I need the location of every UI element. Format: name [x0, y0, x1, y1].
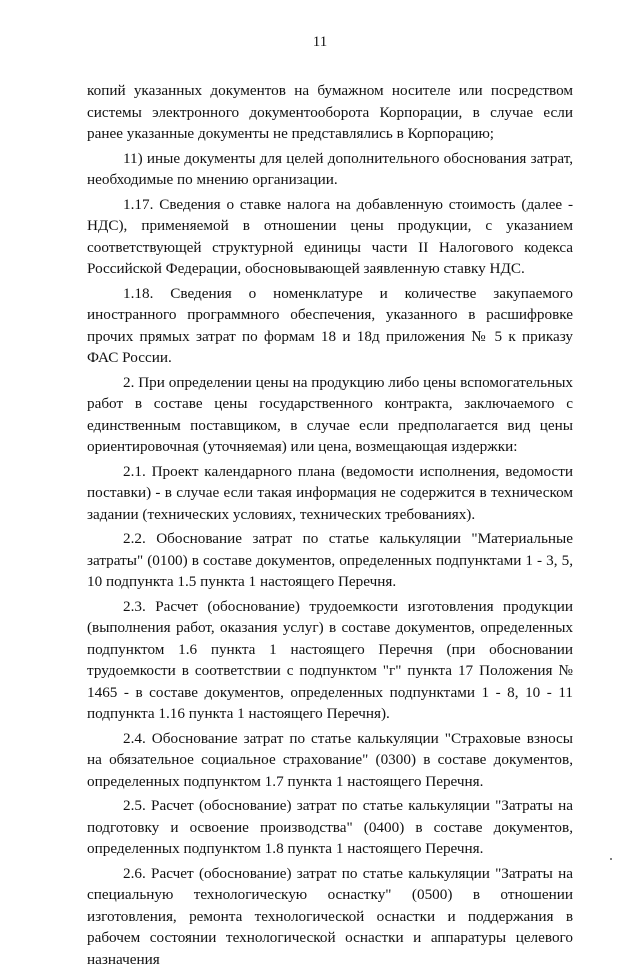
page-number: 11 — [312, 34, 328, 50]
paragraph-2-5: 2.5. Расчет (обоснование) затрат по статье калькуляции "Затраты на подготовку и освоение производства" (0400) в составе документов, определенных подпунктом 1.8 пункта 1 настоящего Перечня. — [87, 797, 573, 857]
paragraph-1-18: 1.18. Сведения о номенклатуре и количестве закупаемого иностранного программного обеспечения, указанного в расшифровке прочих прямых затрат по формам 18 и 18д приложения № 5 к приказу ФАС России. — [87, 284, 573, 366]
scan-speck — [610, 858, 612, 860]
paragraph-2-4: 2.4. Обоснование затрат по статье калькуляции "Страховые взносы на обязательное социальное страхование" (0300) в составе документов, определенных подпунктом 1.7 пункта 1 настоящего Перечня. — [87, 729, 573, 790]
paragraph-2: 2. При определении цены на продукцию либо цены вспомогательных работ в составе цены государственного контракта, заключаемого с единственным поставщиком, в случае если предполагается вид цены ориентировочная (уточняемая) или цена, возмещающая издержки: — [87, 373, 573, 455]
paragraph-2-6: 2.6. Расчет (обоснование) затрат по статье калькуляции "Затраты на специальную технологическую оснастку" (0500) в отношении изготовления, ремонта технологической оснастки и поддержания в рабочем состоянии технологической оснастки и аппаратуры целевого назначения — [87, 864, 573, 968]
paragraph-2-1: 2.1. Проект календарного плана (ведомости исполнения, ведомости поставки) - в случае если такая информация не содержится в техническом задании (технических условиях, технических требованиях). — [87, 462, 573, 523]
paragraph-2-3: 2.3. Расчет (обоснование) трудоемкости изготовления продукции (выполнения работ, оказания услуг) в составе документов, определенных подпунктом 1.6 пункта 1 настоящего Перечня (при обосновании трудоемкости в соответствии с подпунктом "г" пункта 17 Положения № 1465 - в составе документов, определенных подпунктами 1 - 8, 10 - 11 подпункта 1.16 пункта 1 настоящего Перечня). — [87, 597, 573, 722]
paragraph-continuation: копий указанных документов на бумажном носителе или посредством системы электронного документооборота Корпорации, в случае если ранее указанные документы не представлялись в Корпорацию; — [87, 82, 573, 142]
paragraph-2-2: 2.2. Обоснование затрат по статье калькуляции "Материальные затраты" (0100) в составе документов, определенных подпунктами 1 - 3, 5, 10 подпункта 1.5 пункта 1 настоящего Перечня. — [87, 530, 573, 590]
paragraph-item-11: 11) иные документы для целей дополнительного обоснования затрат, необходимые по мнению организации. — [87, 149, 573, 188]
paragraph-1-17: 1.17. Сведения о ставке налога на добавленную стоимость (далее - НДС), применяемой в отношении цены продукции, с указанием соответствующей структурной единицы части II Налогового кодекса Российской Федерации, обосновывающей заявленную ставку НДС. — [87, 195, 573, 277]
document-body — [87, 80, 573, 973]
